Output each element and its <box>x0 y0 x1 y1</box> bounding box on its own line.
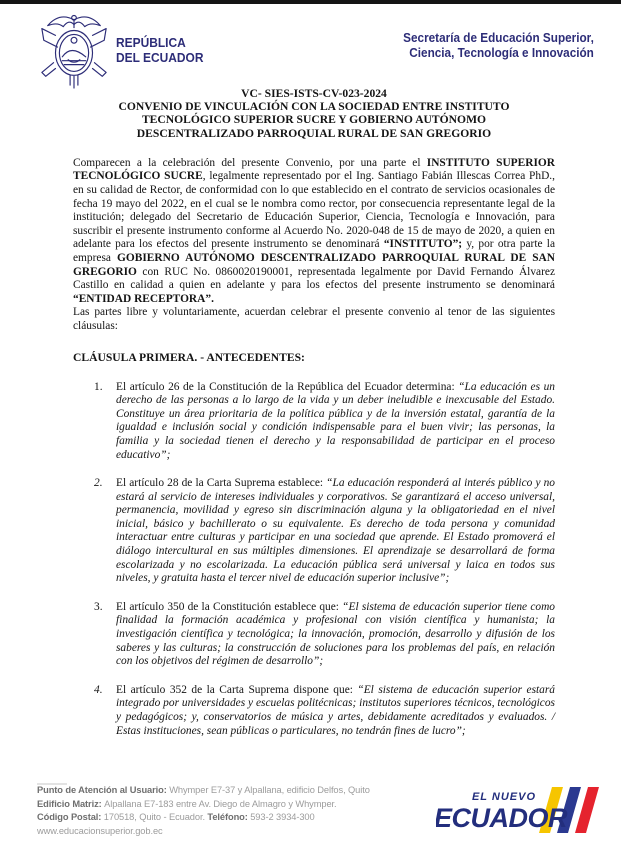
item-number: 3. <box>94 600 103 613</box>
footer-contact-info <box>37 784 370 839</box>
document-title-line1: CONVENIO DE VINCULACIÓN CON LA SOCIEDAD ENTRE INSTITUTO <box>118 100 510 114</box>
coat-of-arms-icon <box>36 10 112 90</box>
item-text: El artículo 26 de la Constitución de la República del Ecuador determina: “La educación es un derecho de las personas a lo largo de la vida y un deber ineludible e inexcusable del Estado. Constituye un área prioritaria de la política pública y de la inversión estatal, garantía de la igualdad e inclusión social y condición indispensable para el buen vivir; las personas, la familia y la sociedad tienen el derecho y la responsabilidad de participar en el proceso educativo”; <box>116 380 555 461</box>
item-text: El artículo 28 de la Carta Suprema establece: “La educación responderá al interés público y no estará al servicio de intereses individuales y corporativos. Se garantizará el acceso universal, permanencia, movilidad y egreso sin discriminación alguna y la obligatoriedad en el nivel inicial, básico y bachillerato o su equivalente. Es derecho de toda persona y comunidad interactuar entre culturas y participar en una sociedad que aprende. El Estado promoverá el diálogo intercultural en sus múltiples dimensiones. El aprendizaje se desarrollará de forma escolarizada y no escolarizada. La educación pública será universal y laica en todos sus niveles, y gratuita hasta el tercer nivel de educación superior inclusive”; <box>116 477 555 585</box>
clause-heading: CLÁUSULA PRIMERA. - ANTECEDENTES: <box>73 350 305 364</box>
document-body <box>73 87 555 753</box>
antecedente-item-1 <box>73 381 555 463</box>
item-number: 2. <box>94 477 103 490</box>
document-title-line3: DESCENTRALIZADO PARROQUIAL RURAL DE SAN GREGORIO <box>136 126 492 140</box>
intro-paragraph: Comparecen a la celebración del presente Convenio, por una parte el INSTITUTO SUPERIOR TECNOLÓGICO SUCRE, legalmente representado por el Ing. Santiago Fabián Illescas Correa PhD., en su calidad de Rector, de conformidad con lo que establecido en el contrato de servicios ocasionales de fecha 19 mayo del 2022, en el cual se le nombra como rector, por consecuencia representante legal de la institución; delegado del Secretario de Educación Superior, Ciencia, Tecnología e Innovación, para suscribir el presente instrumento conforme al Acuerdo No. 2020-048 de 15 de mayo de 2020, a quien en adelante para los efectos del presente instrumento se denominará “INSTITUTO”; y, por otra parte la empresa GOBIERNO AUTÓNOMO DESCENTRALIZADO PARROQUIAL RURAL DE SAN GREGORIO con RUC No. 0860020190001, representada legalmente por David Fernando Álvarez Castillo en calidad a quien en adelante y para los efectos del presente instrumento se denominará “ENTIDAD RECEPTORA”. <box>73 156 556 305</box>
nuevo-ecuador-logo-icon <box>436 785 602 835</box>
document-code: VC- SIES-ISTS-CV-023-2024 <box>241 87 387 100</box>
letterhead <box>36 10 594 90</box>
footer-line-postal-phone: Código Postal: 170518, Quito - Ecuador. Teléfono: 593-2 3934-300 <box>37 812 315 824</box>
intro-section <box>73 157 555 334</box>
footer-website-url: www.educacionsuperior.gob.ec <box>37 826 163 838</box>
document-title-line2: TECNOLÓGICO SUPERIOR SUCRE Y GOBIERNO AUTÓNOMO <box>141 113 487 127</box>
republic-logo <box>36 10 211 90</box>
item-number: 4. <box>94 683 103 696</box>
secretaria-label-line1: Secretaría de Educación Superior, <box>403 31 594 45</box>
republic-label-line2: DEL ECUADOR <box>116 49 204 65</box>
page-top-edge <box>0 0 621 4</box>
item-text: El artículo 352 de la Carta Suprema dispone que: “El sistema de educación superior estará integrado por universidades y escuelas politécnicas; institutos superiores técnicos, tecnológicos y pedagógicos; y, conservatorios de música y artes, debidamente acreditados y evaluados. / Estas instituciones, sean públicas o particulares, no tendrán fines de lucro”; <box>116 683 555 737</box>
logo-top-label: EL NUEVO <box>471 791 536 803</box>
republic-label <box>116 36 204 65</box>
closing-paragraph: Las partes libre y voluntariamente, acuerdan celebrar el presente convenio al tenor de las siguientes cláusulas: <box>73 306 555 332</box>
antecedentes-list <box>73 381 555 739</box>
nuevo-ecuador-logo <box>436 785 602 840</box>
antecedente-item-4 <box>73 684 555 738</box>
secretaria-label <box>403 31 594 61</box>
secretaria-label-line2: Ciencia, Tecnología e Innovación <box>409 46 594 60</box>
footer-line-matriz: Edificio Matriz: Alpallana E7-183 entre Av. Diego de Almagro y Whymper. <box>37 798 337 810</box>
antecedente-item-2 <box>73 477 555 586</box>
antecedente-item-3 <box>73 601 555 669</box>
logo-main-label: ECUADOR <box>436 803 568 833</box>
republic-label-line1: REPÚBLICA <box>116 35 186 50</box>
item-text: El artículo 350 de la Constitución establece que: “El sistema de educación superior tiene como finalidad la formación académica y profesional con visión científica y humanista; la investigación científica y tecnológica; la innovación, promoción, desarrollo y difusión de los saberes y las culturas; la construcción de soluciones para los problemas del país, en relación con los objetivos del régimen de desarrollo”; <box>116 600 555 668</box>
item-number: 1. <box>94 380 103 393</box>
footer-line-attention: Punto de Atención al Usuario: Whymper E7-37 y Alpallana, edificio Delfos, Quito <box>37 784 370 796</box>
